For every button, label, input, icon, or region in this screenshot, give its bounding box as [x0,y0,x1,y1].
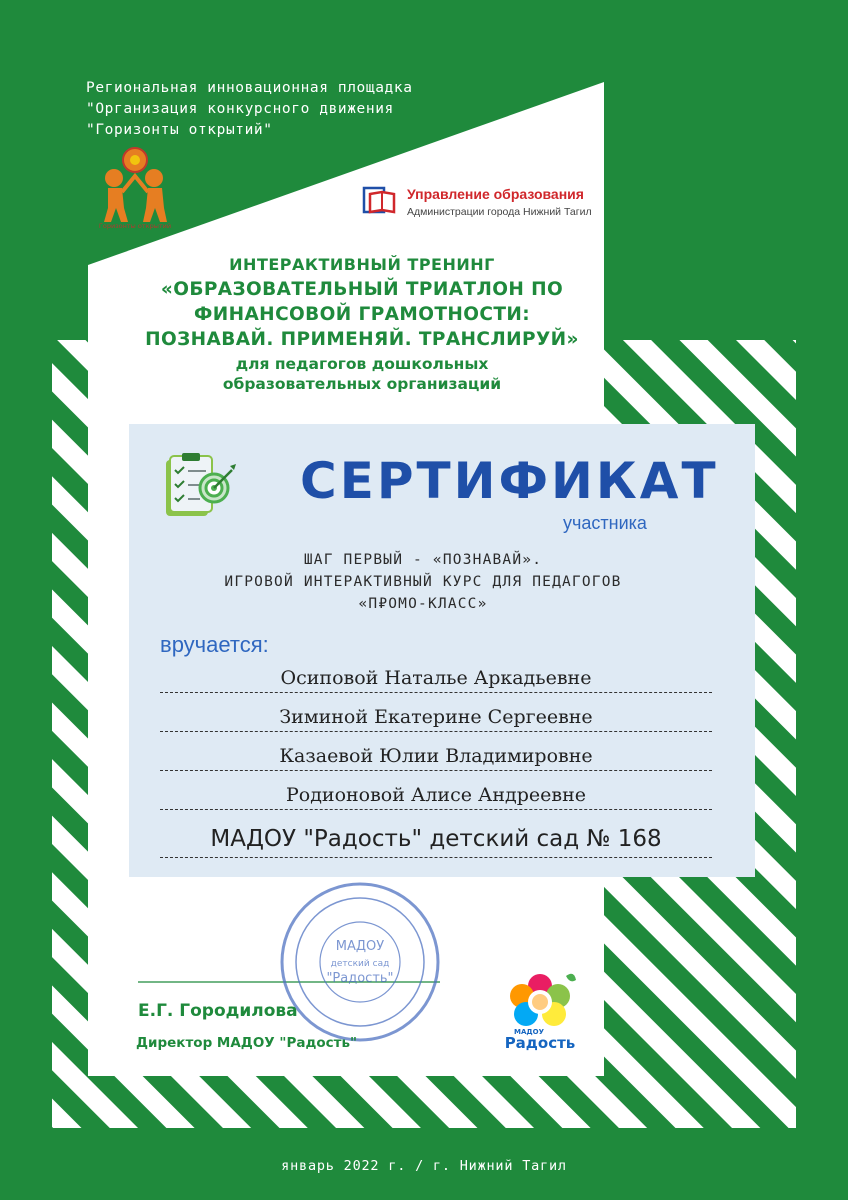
dashed-line [160,731,712,732]
header-line-1: Региональная инновационная площадка [86,80,413,96]
training-label: ИНТЕРАКТИВНЫЙ ТРЕНИНГ [229,255,495,274]
stamp-text: "Радость" [326,971,394,986]
training-title-line-2: ФИНАНСОВОЙ ГРАМОТНОСТИ: [193,304,531,325]
madou-small-text: МАДОУ [514,1028,544,1036]
step-line-2: ИГРОВОЙ ИНТЕРАКТИВНЫЙ КУРС ДЛЯ ПЕДАГОГОВ [224,574,622,590]
children-flower-logo [498,958,582,1054]
awarded-label: вручается: [160,632,269,657]
recipient-name: Осиповой Наталье Аркадьевне [280,667,592,689]
recipient-name: Казаевой Юлии Владимировне [279,745,593,767]
education-subtitle: Администрации города Нижний Тагил [407,206,592,218]
open-book-logo [362,186,402,216]
organization-dashed-line [160,857,712,858]
education-title: Управление образования [407,186,584,202]
certificate-subtitle: участника [563,513,647,533]
dashed-line [160,692,712,693]
header-line-3: "Горизонты открытий" [86,122,273,138]
recipient-name: Родионовой Алисе Андреевне [285,784,587,806]
training-title-line-3: ПОЗНАВАЙ. ПРИМЕНЯЙ. ТРАНСЛИРУЙ» [145,329,579,350]
recipient-name: Зиминой Екатерине Сергеевне [279,706,593,728]
official-stamp [278,880,442,1044]
checklist-target-icon [160,452,240,522]
header-line-2: "Организация конкурсного движения [86,101,394,117]
audience-line-1: для педагогов дошкольных [235,355,489,373]
stamp-text: МАДОУ [335,939,385,954]
recipient-row [160,744,712,771]
madou-logo-name: Радость [504,1034,576,1052]
stamp-text: детский сад [330,959,390,969]
step-line-3: «П₽ОМО-КЛАСС» [358,596,488,612]
recipient-row [160,705,712,732]
signer-name: Е.Г. Городилова [138,1001,298,1021]
dashed-line [160,809,712,810]
recipient-row [160,666,712,693]
horizons-logo [94,146,176,230]
dashed-line [160,770,712,771]
training-title-line-1: «ОБРАЗОВАТЕЛЬНЫЙ ТРИАТЛОН ПО [160,279,564,300]
signer-role: Директор МАДОУ "Радость" [136,1035,358,1051]
audience-line-2: образовательных организаций [222,375,502,393]
children-silhouette-logo [104,148,167,222]
recipient-row [160,783,712,810]
footer-date-place: январь 2022 г. / г. Нижний Тагил [281,1158,567,1174]
certificate-title: СЕРТИФИКАТ [300,452,719,510]
horizons-caption: Горизонты открытий [98,222,172,230]
organization-name: МАДОУ "Радость" детский сад № 168 [210,826,662,852]
step-line-1: ШАГ ПЕРВЫЙ - «ПОЗНАВАЙ». [303,552,543,568]
